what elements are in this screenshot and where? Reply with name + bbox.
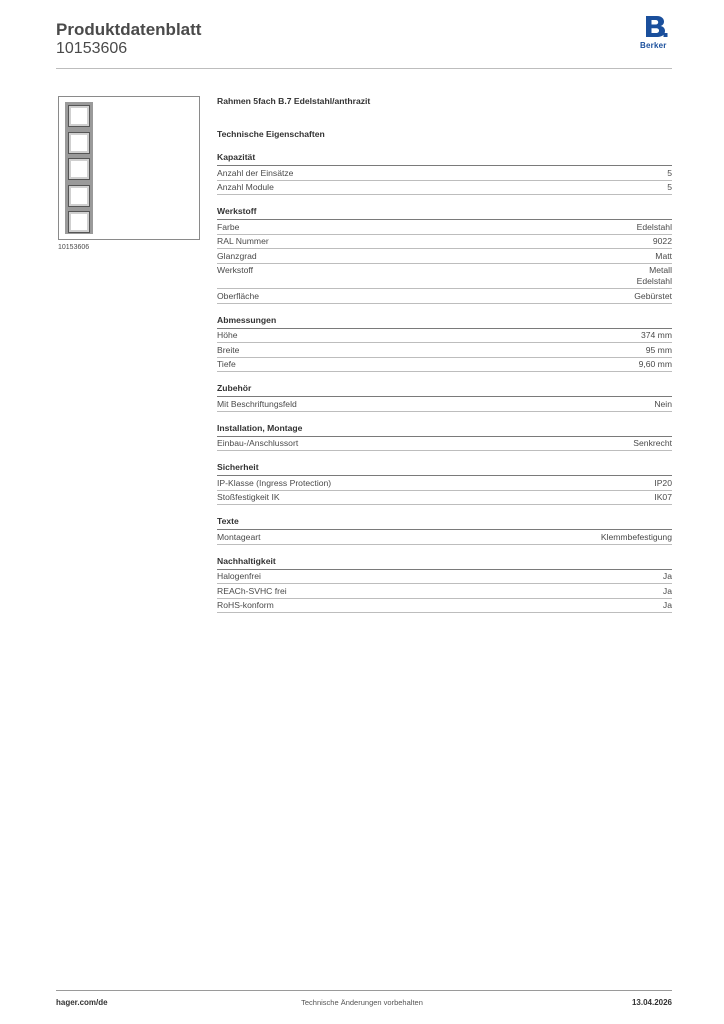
footer-notice: Technische Änderungen vorbehalten <box>301 998 423 1007</box>
image-caption: 10153606 <box>58 244 90 251</box>
spec-row <box>217 491 672 506</box>
footer-website: hager.com/de <box>56 998 108 1007</box>
spec-row <box>217 476 672 491</box>
spec-label: RAL Nummer <box>217 236 269 246</box>
spec-value: IK07 <box>654 492 672 502</box>
section-title: Technische Eigenschaften <box>217 129 325 139</box>
spec-value: Metall Edelstahl <box>636 265 672 286</box>
spec-label: REACh-SVHC frei <box>217 585 287 596</box>
spec-group-title: Nachhaltigkeit <box>217 556 672 570</box>
spec-row <box>217 181 672 196</box>
spec-value: 374 mm <box>640 330 672 340</box>
spec-group-title: Sicherheit <box>217 462 672 476</box>
spec-label: Glanzgrad <box>217 250 257 261</box>
berker-logo-icon <box>644 16 668 38</box>
header-divider <box>56 68 672 69</box>
spec-row <box>217 264 672 290</box>
document-header <box>56 20 201 58</box>
spec-group <box>217 556 672 614</box>
spec-row <box>217 166 672 181</box>
spec-row <box>217 437 672 452</box>
spec-value: Ja <box>662 600 672 610</box>
spec-row <box>217 358 672 373</box>
berker-logo <box>640 16 672 54</box>
spec-value: 95 mm <box>645 344 672 355</box>
spec-row <box>217 235 672 250</box>
spec-group-title: Werkstoff <box>217 206 672 220</box>
spec-label: Farbe <box>217 221 240 232</box>
spec-label: Mit Beschriftungsfeld <box>217 398 297 409</box>
spec-label: Montageart <box>217 531 261 542</box>
spec-group-title: Zubehör <box>217 383 672 397</box>
spec-group <box>217 152 672 195</box>
spec-row <box>217 599 672 614</box>
spec-row <box>217 584 672 599</box>
spec-label: Einbau-/Anschlussort <box>217 438 299 448</box>
spec-value: Ja <box>662 585 672 596</box>
document-number: 10153606 <box>56 40 128 57</box>
spec-row <box>217 343 672 358</box>
spec-label: Anzahl Module <box>217 182 274 192</box>
document-title: Produktdatenblatt <box>56 20 202 39</box>
spec-value: 5 <box>667 182 672 192</box>
spec-value: 9,60 mm <box>638 359 672 369</box>
spec-row <box>217 329 672 344</box>
spec-label: Stoßfestigkeit IK <box>217 492 280 502</box>
spec-value: Senkrecht <box>633 438 672 448</box>
spec-label: RoHS-konform <box>217 600 274 610</box>
spec-value: Gebürstet <box>634 290 672 301</box>
spec-label: Tiefe <box>217 359 236 369</box>
frame-slot <box>68 211 90 233</box>
footer-date: 13.04.2026 <box>631 998 672 1007</box>
spec-group <box>217 383 672 412</box>
spec-value: Ja <box>662 571 672 581</box>
product-image <box>58 96 200 240</box>
specifications <box>217 96 672 613</box>
spec-group <box>217 315 672 373</box>
spec-row <box>217 249 672 264</box>
spec-value: 5 <box>667 167 672 178</box>
spec-group-title: Abmessungen <box>217 315 672 329</box>
frame-illustration <box>65 102 93 234</box>
spec-row <box>217 220 672 235</box>
spec-group <box>217 516 672 545</box>
frame-slot <box>68 105 90 127</box>
spec-group-title: Installation, Montage <box>217 423 672 437</box>
spec-label: Höhe <box>217 330 238 340</box>
spec-label: IP-Klasse (Ingress Protection) <box>217 477 332 488</box>
spec-value: Matt <box>655 250 672 261</box>
spec-group <box>217 206 672 304</box>
spec-group <box>217 462 672 505</box>
spec-label: Anzahl der Einsätze <box>217 167 294 178</box>
spec-label: Werkstoff <box>217 265 253 275</box>
spec-group <box>217 423 672 452</box>
spec-group-title: Kapazität <box>217 152 672 166</box>
product-title: Rahmen 5fach B.7 Edelstahl/anthrazit <box>217 96 371 106</box>
spec-groups <box>217 152 672 613</box>
spec-value: IP20 <box>654 477 672 488</box>
spec-row <box>217 530 672 545</box>
berker-logo-text: Berker <box>640 41 667 50</box>
spec-label: Breite <box>217 344 240 355</box>
spec-row <box>217 570 672 585</box>
spec-row <box>217 289 672 304</box>
spec-row <box>217 397 672 412</box>
spec-value: Edelstahl <box>636 221 672 232</box>
spec-label: Oberfläche <box>217 290 260 301</box>
spec-value: Nein <box>654 398 672 409</box>
footer-divider <box>56 990 672 991</box>
spec-group-title: Texte <box>217 516 672 530</box>
frame-slot <box>68 158 90 180</box>
frame-slot <box>68 132 90 154</box>
spec-label: Halogenfrei <box>217 571 261 581</box>
spec-value: Klemmbefestigung <box>600 531 672 542</box>
spec-value: 9022 <box>652 236 672 246</box>
frame-slot <box>68 185 90 207</box>
